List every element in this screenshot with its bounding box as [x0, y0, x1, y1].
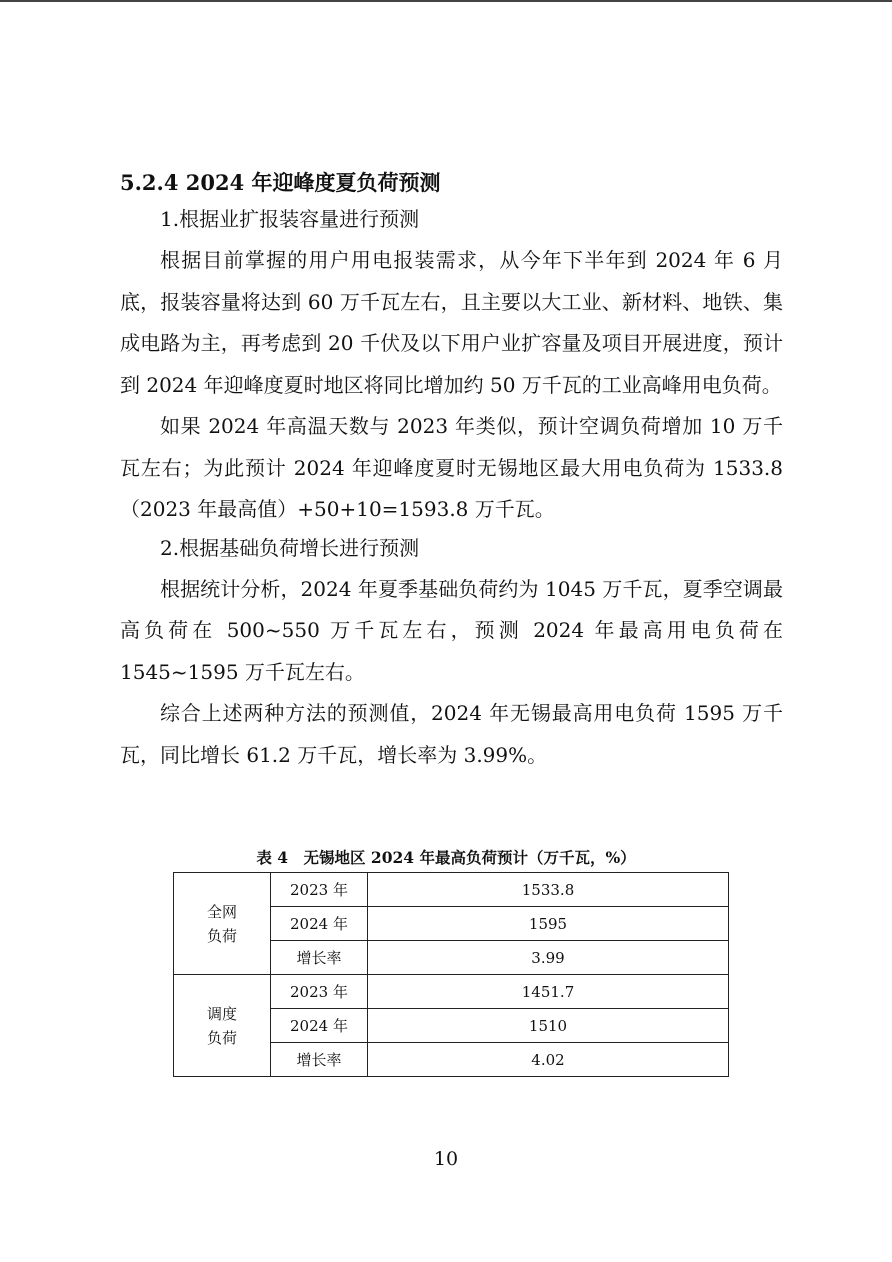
paragraph: 如果 2024 年高温天数与 2023 年类似，预计空调负荷增加 10 万千瓦左右；为此预计 2024 年迎峰度夏时无锡地区最大用电负荷为 1533.8（2023 年最高值）+50+10=1593.8 万千瓦。 [120, 414, 783, 521]
row-value: 1510 [368, 1009, 729, 1043]
table-caption: 表 4 无锡地区 2024 年最高负荷预计（万千瓦，%） [256, 848, 636, 867]
page-number: 10 [433, 1148, 459, 1170]
table-row [174, 873, 729, 907]
paragraph: 综合上述两种方法的预测值，2024 年无锡最高用电负荷 1595 万千瓦，同比增长 61.2 万千瓦，增长率为 3.99%。 [120, 701, 783, 767]
page-body [120, 168, 783, 776]
row-value: 4.02 [368, 1043, 729, 1077]
row-label: 2023 年 [271, 873, 368, 907]
row-label: 2024 年 [271, 1009, 368, 1043]
table-row [174, 975, 729, 1009]
load-forecast-table [173, 872, 729, 1077]
row-value: 3.99 [368, 941, 729, 975]
paragraph: 根据目前掌握的用户用电报装需求，从今年下半年到 2024 年 6 月底，报装容量将达到 60 万千瓦左右，且主要以大工业、新材料、地铁、集成电路为主，再考虑到 20 千伏及以下用户业扩容量及项目开展进度，预计到 2024 年迎峰度夏时地区将同比增加约 50 万千瓦的工业高峰用电负荷。 [120, 248, 783, 397]
row-value: 1451.7 [368, 975, 729, 1009]
row-label: 2024 年 [271, 907, 368, 941]
group-label: 全网 负荷 [174, 873, 271, 975]
row-label: 增长率 [271, 941, 368, 975]
group-label: 调度 负荷 [174, 975, 271, 1077]
row-value: 1595 [368, 907, 729, 941]
top-border-line [0, 0, 892, 2]
row-value: 1533.8 [368, 873, 729, 907]
row-label: 增长率 [271, 1043, 368, 1077]
section-heading: 5.2.4 2024 年迎峰度夏负荷预测 [120, 170, 441, 195]
subsection-title-1: 1.根据业扩报装容量进行预测 [160, 207, 420, 231]
subsection-title-2: 2.根据基础负荷增长进行预测 [160, 535, 420, 560]
paragraph: 根据统计分析，2024 年夏季基础负荷约为 1045 万千瓦，夏季空调最高负荷在 500~550 万千瓦左右，预测 2024 年最高用电负荷在 1545~1595 万千瓦左右。 [120, 576, 783, 684]
row-label: 2023 年 [271, 975, 368, 1009]
